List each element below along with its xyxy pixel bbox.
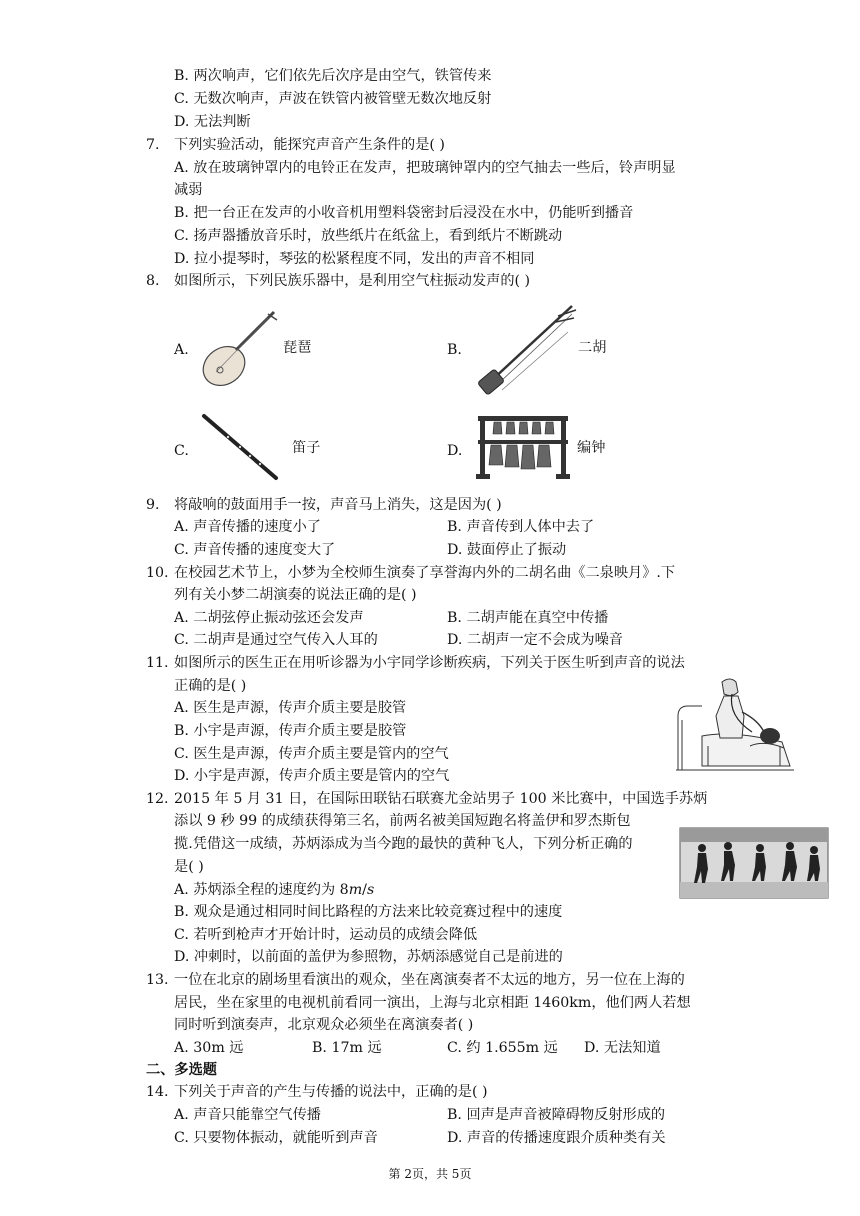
bianzhong-bells-icon	[474, 410, 572, 482]
q13-option-b: B. 17m 远	[312, 1040, 382, 1056]
q7-option-c: C. 扬声器播放音乐时，放些纸片在纸盆上，看到纸片不断跳动	[174, 228, 563, 244]
q8-label-bianzhong: 编钟	[577, 440, 606, 456]
q12-number: 12.	[146, 791, 169, 807]
q8-option-d: D.	[447, 443, 463, 459]
q10-option-b: B. 二胡声能在真空中传播	[447, 610, 609, 626]
dizi-flute-icon	[200, 412, 280, 482]
q11-stem-line1: 如图所示的医生正在用听诊器为小宇同学诊断疾病，下列关于医生听到声音的说法	[174, 655, 685, 671]
q13-number: 13.	[146, 972, 169, 988]
q12-stem-line4: 是( )	[174, 859, 204, 875]
q7-stem: 下列实验活动，能探究声音产生条件的是( )	[174, 137, 445, 153]
q10-stem-line1: 在校园艺术节上，小梦为全校师生演奏了享誉海内外的二胡名曲《二泉映月》.下	[174, 565, 676, 581]
q12-stem-line1: 2015 年 5 月 31 日，在国际田联钻石联赛尤金站男子 100 米比赛中，中国选手苏炳	[174, 791, 708, 807]
q7-number: 7.	[146, 137, 160, 153]
section-heading-multiple-choice: 二、多选题	[146, 1062, 217, 1078]
q14-option-c: C. 只要物体振动，就能听到声音	[174, 1130, 378, 1146]
q14-number: 14.	[146, 1084, 169, 1100]
q11-option-b: B. 小宇是声源，传声介质主要是胶管	[174, 723, 407, 739]
q7-option-b: B. 把一台正在发声的小收音机用塑料袋密封后浸没在水中，仍能听到播音	[174, 205, 634, 221]
q8-option-a: A.	[174, 342, 189, 358]
q12-stem-line3: 揽.凭借这一成绩，苏炳添成为当今跑的最快的黄种飞人，下列分析正确的	[174, 836, 633, 852]
q13-option-c: C. 约 1.655m 远	[447, 1040, 558, 1056]
q9-option-b: B. 声音传到人体中去了	[447, 519, 595, 535]
q12-option-c: C. 若听到枪声才开始计时，运动员的成绩会降低	[174, 927, 478, 943]
q8-option-c: C.	[174, 443, 189, 459]
q8-number: 8.	[146, 273, 160, 289]
q13-option-d: D. 无法知道	[584, 1040, 661, 1056]
erhu-icon	[472, 302, 580, 398]
q10-option-a: A. 二胡弦停止振动弦还会发声	[174, 610, 364, 626]
q7-option-a-line2: 减弱	[174, 182, 203, 198]
q9-option-d: D. 鼓面停止了振动	[447, 542, 567, 558]
q7-option-d: D. 拉小提琴时，琴弦的松紧程度不同，发出的声音不相同	[174, 251, 535, 267]
q11-option-d: D. 小宇是声源，传声介质主要是管内的空气	[174, 768, 450, 784]
doctor-stethoscope-illustration	[672, 676, 800, 772]
q13-stem-line1: 一位在北京的剧场里看演出的观众，坐在离演奏者不太远的地方，另一位在上海的	[174, 972, 685, 988]
sprinters-photo	[680, 828, 828, 898]
q12-option-d: D. 冲刺时，以前面的盖伊为参照物，苏炳添感觉自己是前进的	[174, 949, 563, 965]
page-footer: 第 2页，共 5页	[388, 1167, 472, 1181]
q11-option-c: C. 医生是声源，传声介质主要是管内的空气	[174, 746, 449, 762]
q11-stem-line2: 正确的是( )	[174, 678, 247, 694]
q14-stem: 下列关于声音的产生与传播的说法中，正确的是( )	[174, 1084, 488, 1100]
q8-label-dizi: 笛子	[292, 440, 321, 456]
q14-option-a: A. 声音只能靠空气传播	[174, 1107, 321, 1123]
q8-label-pipa: 琵琶	[283, 340, 312, 356]
q10-number: 10.	[146, 565, 169, 581]
q8-option-b: B.	[447, 342, 462, 358]
q8-label-erhu: 二胡	[578, 340, 607, 356]
q8-stem: 如图所示，下列民族乐器中，是利用空气柱振动发声的( )	[174, 273, 531, 289]
q10-option-c: C. 二胡声是通过空气传入人耳的	[174, 632, 378, 648]
q10-option-d: D. 二胡声一定不会成为噪音	[447, 632, 623, 648]
q14-option-d: D. 声音的传播速度跟介质种类有关	[447, 1130, 666, 1146]
q9-option-c: C. 声音传播的速度变大了	[174, 542, 336, 558]
pipa-icon	[198, 306, 280, 390]
q11-option-a: A. 医生是声源，传声介质主要是胶管	[174, 700, 407, 716]
q11-number: 11.	[146, 655, 169, 671]
q6-option-c: C. 无数次响声，声波在铁管内被管壁无数次地反射	[174, 91, 492, 107]
q10-stem-line2: 列有关小梦二胡演奏的说法正确的是( )	[174, 587, 417, 603]
q7-option-a-line1: A. 放在玻璃钟罩内的电铃正在发声，把玻璃钟罩内的空气抽去一些后，铃声明显	[174, 160, 676, 176]
q13-stem-line3: 同时听到演奏声，北京观众必须坐在离演奏者( )	[174, 1017, 474, 1033]
q9-stem: 将敲响的鼓面用手一按，声音马上消失，这是因为( )	[174, 497, 502, 513]
q9-option-a: A. 声音传播的速度小了	[174, 519, 321, 535]
q9-number: 9.	[146, 497, 160, 513]
q14-option-b: B. 回声是声音被障碍物反射形成的	[447, 1107, 666, 1123]
q12-option-a: A. 苏炳添全程的速度约为 8m/s	[174, 882, 375, 898]
q12-stem-line2: 添以 9 秒 99 的成绩获得第三名，前两名被美国短跑名将盖伊和罗杰斯包	[174, 813, 631, 829]
q13-option-a: A. 30m 远	[174, 1040, 244, 1056]
q12-option-b: B. 观众是通过相同时间比路程的方法来比较竞赛过程中的速度	[174, 904, 563, 920]
q6-option-b: B. 两次响声，它们依先后次序是由空气，铁管传来	[174, 68, 492, 84]
q6-option-d: D. 无法判断	[174, 114, 251, 130]
q13-stem-line2: 居民，坐在家里的电视机前看同一演出，上海与北京相距 1460km，他们两人若想	[174, 995, 691, 1011]
